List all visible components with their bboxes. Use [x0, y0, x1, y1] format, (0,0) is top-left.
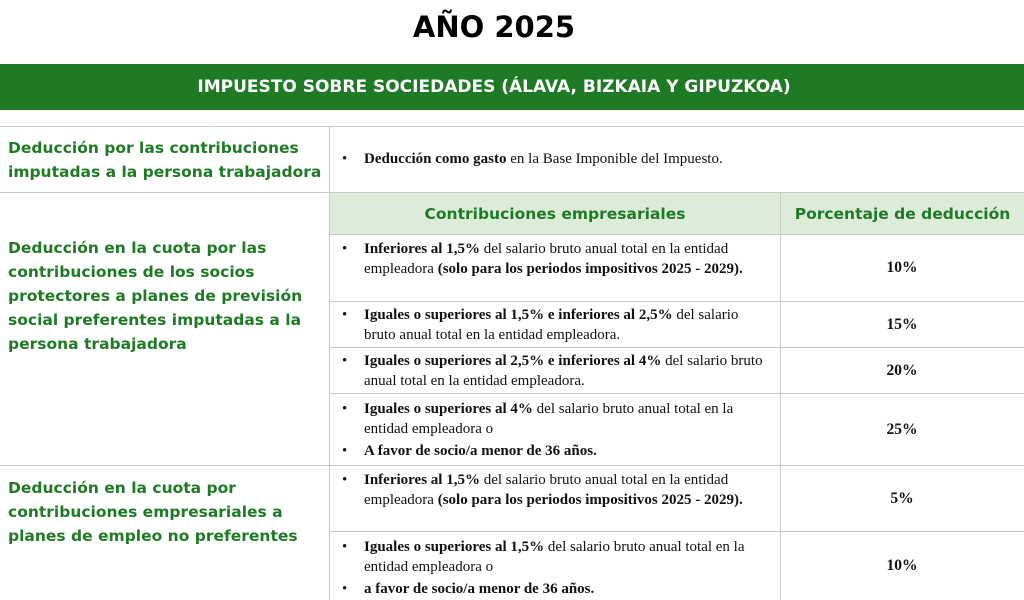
bullet-icon: •	[342, 151, 348, 167]
table-row	[330, 534, 780, 600]
bullet-item	[340, 151, 723, 168]
percentage-cell: 5%	[890, 489, 914, 507]
bold-text: (solo para los periodos impositivos 2025 - 2029).	[437, 260, 743, 277]
bullet-icon: •	[342, 539, 348, 555]
plain-text: del salario bruto anual total en la entidad empleadora	[364, 472, 729, 508]
bold-text: (solo para los periodos impositivos 2025 - 2029).	[437, 491, 743, 508]
tax-banner	[0, 64, 1024, 110]
percentage-cell: 10%	[886, 259, 918, 276]
bold-text: Iguales o superiores al 2,5% e inferiores al 4%	[364, 353, 662, 369]
bullet-icon: •	[342, 401, 348, 417]
plain-text: del salario bruto anual total en la entidad empleadora.	[364, 353, 763, 389]
bullet-icon: •	[342, 307, 348, 323]
bold-text: Inferiores al 1,5%	[364, 472, 480, 488]
page-title: AÑO 2025	[412, 10, 576, 44]
plain-text: del salario bruto anual total en la entidad empleadora	[364, 241, 729, 277]
header-contributions	[330, 193, 780, 234]
bold-text: Deducción como gasto	[364, 151, 507, 167]
percentage-cell: 25%	[886, 420, 918, 438]
header-contributions-text: Contribuciones empresariales	[424, 204, 686, 223]
header-percentage-text: Porcentaje de deducción	[794, 204, 1011, 223]
bullet-icon: •	[342, 443, 348, 459]
section3-label	[0, 466, 330, 600]
table-row	[330, 236, 780, 301]
bold-text: Iguales o superiores al 1,5%	[364, 539, 545, 555]
plain-text: del salario bruto anual total en la entidad empleadora o	[364, 539, 745, 575]
header-percentage	[781, 193, 1024, 234]
section2-label-text: Deducción en la cuota por las contribuciones de los socios protectores a planes de previsión social preferentes imputadas a la persona trabajadora	[8, 239, 303, 353]
table-row	[330, 396, 780, 465]
banner-text: IMPUESTO SOBRE SOCIEDADES (ÁLAVA, BIZKAIA Y GIPUZKOA)	[197, 77, 791, 97]
section1-content	[330, 127, 1024, 192]
bold-text: A favor de socio/a menor de 36 años.	[364, 443, 597, 459]
table-row	[330, 348, 780, 393]
plain-text: del salario bruto anual total en la entidad empleadora.	[364, 307, 739, 343]
percentage-cell: 15%	[886, 315, 918, 333]
section1-label-text: Deducción por las contribuciones imputadas a la persona trabajadora	[8, 139, 322, 181]
percentage-cell: 10%	[886, 557, 918, 574]
plain-text: del salario bruto anual total en la entidad empleadora o	[364, 401, 734, 437]
section3-label-text: Deducción en la cuota por contribuciones empresariales a planes de empleo no preferentes	[8, 479, 298, 545]
section1-label	[0, 126, 330, 192]
bullet-icon: •	[342, 472, 348, 488]
bold-text: Iguales o superiores al 1,5% e inferiores al 2,5%	[364, 307, 673, 323]
bullet-icon: •	[342, 353, 348, 369]
table-row	[330, 467, 780, 531]
bold-text: Iguales o superiores al 4%	[364, 401, 533, 417]
bullet-icon: •	[342, 581, 348, 597]
section2-label	[0, 226, 330, 426]
table-row	[330, 302, 780, 347]
bullet-icon: •	[342, 241, 348, 257]
bold-text: a favor de socio/a menor de 36 años.	[364, 581, 595, 597]
bold-text: Inferiores al 1,5%	[364, 241, 480, 257]
percentage-cell: 20%	[886, 361, 918, 379]
plain-text: en la Base Imponible del Impuesto.	[506, 151, 723, 167]
